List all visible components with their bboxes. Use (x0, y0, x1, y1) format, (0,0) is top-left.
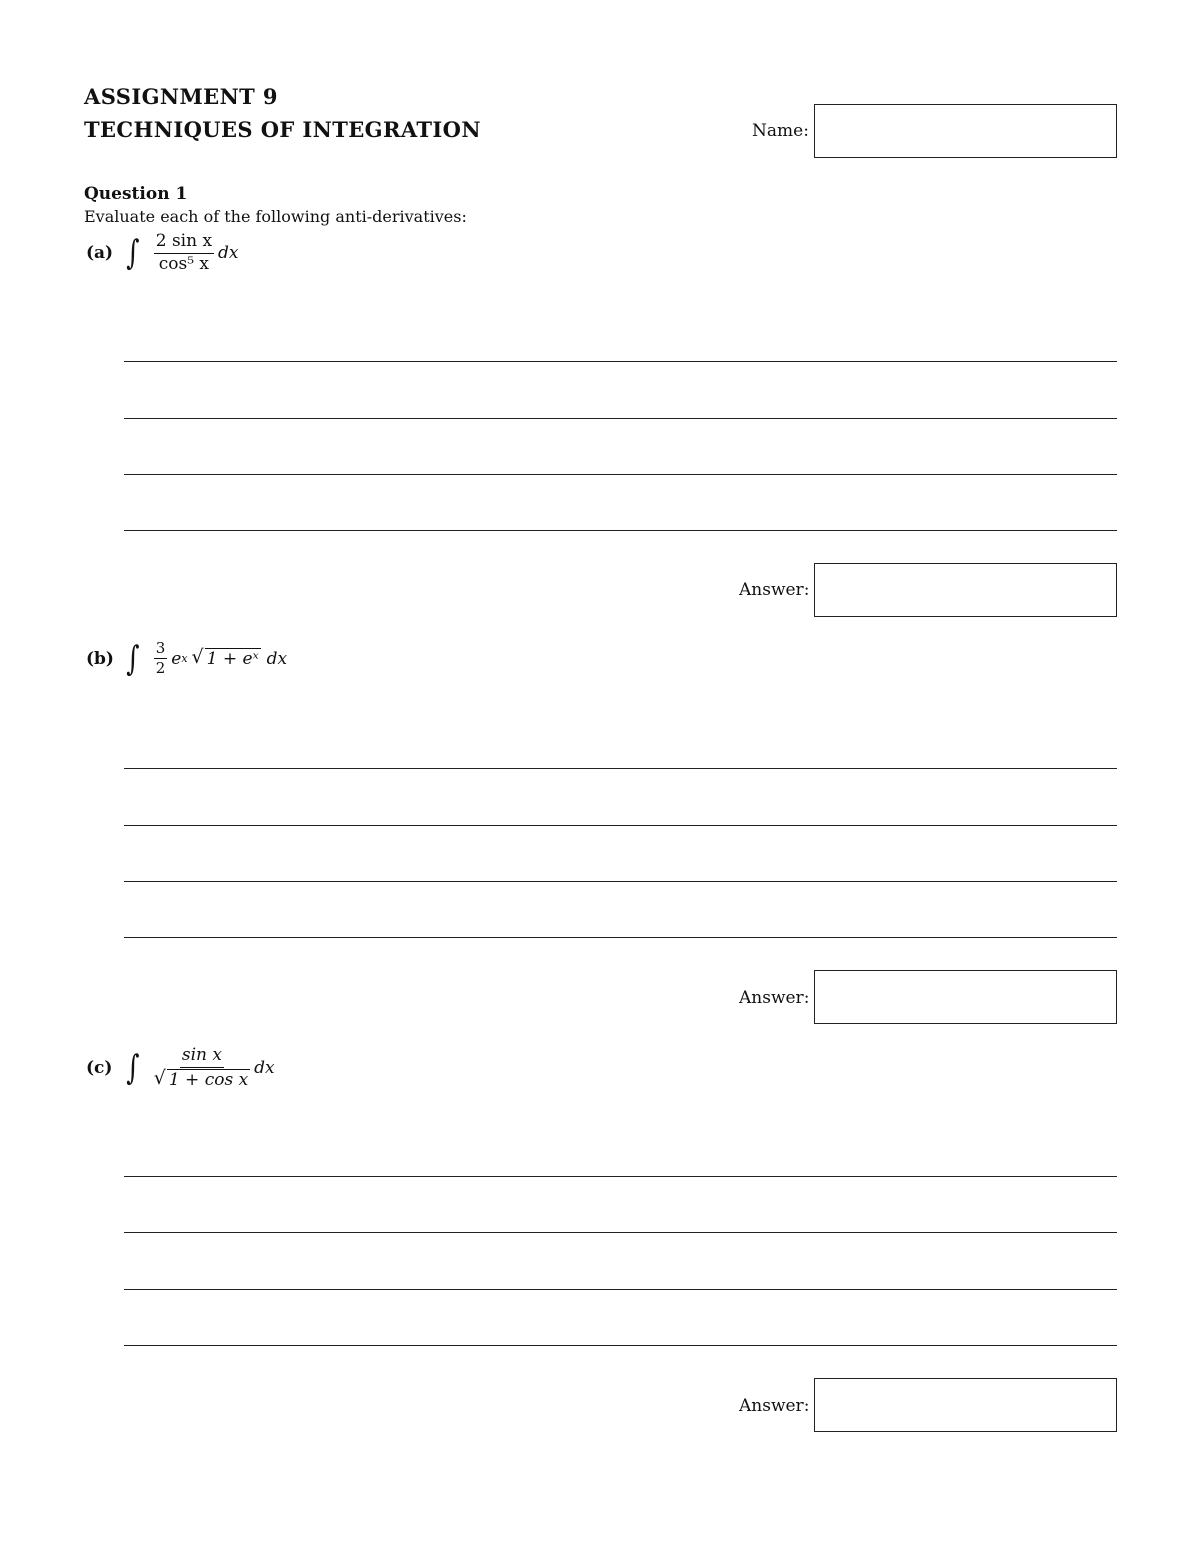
part-c-numerator: sin x (180, 1046, 224, 1068)
part-a-numerator: 2 sin x (154, 232, 214, 254)
sqrt-icon: √ (153, 1066, 166, 1089)
part-b-sqrt-content: 1 + eˣ (206, 649, 259, 670)
answer-line[interactable] (124, 937, 1117, 938)
answer-line[interactable] (124, 881, 1117, 882)
part-c-sqrt (153, 1066, 250, 1090)
part-c-differential: dx (254, 1057, 275, 1078)
part-c (86, 1046, 275, 1089)
name-field[interactable] (814, 104, 1117, 158)
part-a-answer-box[interactable] (814, 563, 1117, 617)
part-b-label: (b) (86, 648, 114, 669)
part-b-coef-num: 3 (154, 640, 168, 659)
part-c-answer-label: Answer: (739, 1396, 810, 1416)
part-c-expression (124, 1046, 275, 1089)
part-b-exp-sup: x (181, 652, 188, 666)
question-intro: Evaluate each of the following anti-derivatives: (84, 207, 467, 226)
part-b (86, 640, 287, 678)
part-a-fraction (154, 232, 214, 274)
sqrt-icon: √ (191, 646, 204, 669)
part-b-exp-base: e (171, 648, 182, 669)
part-c-denominator (154, 1068, 250, 1090)
part-c-answer-box[interactable] (814, 1378, 1117, 1432)
part-a-label: (a) (86, 243, 114, 264)
part-b-sqrt (192, 648, 261, 669)
part-a-answer-label: Answer: (739, 580, 810, 600)
part-b-differential: dx (266, 648, 288, 669)
part-a-differential: dx (218, 243, 239, 264)
answer-line[interactable] (124, 1232, 1117, 1233)
answer-line[interactable] (124, 825, 1117, 826)
integral-sign: ∫ (126, 233, 140, 274)
part-b-expression (124, 640, 287, 678)
part-b-answer-box[interactable] (814, 970, 1117, 1024)
answer-line[interactable] (124, 361, 1117, 362)
part-c-sqrt-content: 1 + cos x (168, 1069, 249, 1090)
answer-line[interactable] (124, 474, 1117, 475)
part-c-label: (c) (86, 1057, 113, 1078)
part-b-coef-den: 2 (155, 659, 166, 678)
answer-line[interactable] (124, 1289, 1117, 1290)
name-label: Name: (752, 121, 809, 141)
integral-sign: ∫ (126, 638, 140, 679)
part-b-coefficient (154, 640, 168, 678)
part-a (86, 232, 239, 274)
answer-line[interactable] (124, 1345, 1117, 1346)
question-heading: Question 1 (84, 184, 188, 204)
answer-line[interactable] (124, 530, 1117, 531)
integral-sign: ∫ (126, 1047, 140, 1088)
answer-line[interactable] (124, 418, 1117, 419)
part-a-expression (124, 232, 239, 274)
assignment-title: ASSIGNMENT 9 (84, 84, 278, 109)
part-a-denominator: cos⁵ x (158, 253, 210, 274)
answer-line[interactable] (124, 1176, 1117, 1177)
part-c-fraction (154, 1046, 250, 1089)
part-b-answer-label: Answer: (739, 988, 810, 1008)
answer-line[interactable] (124, 768, 1117, 769)
assignment-subtitle: TECHNIQUES OF INTEGRATION (84, 117, 481, 142)
